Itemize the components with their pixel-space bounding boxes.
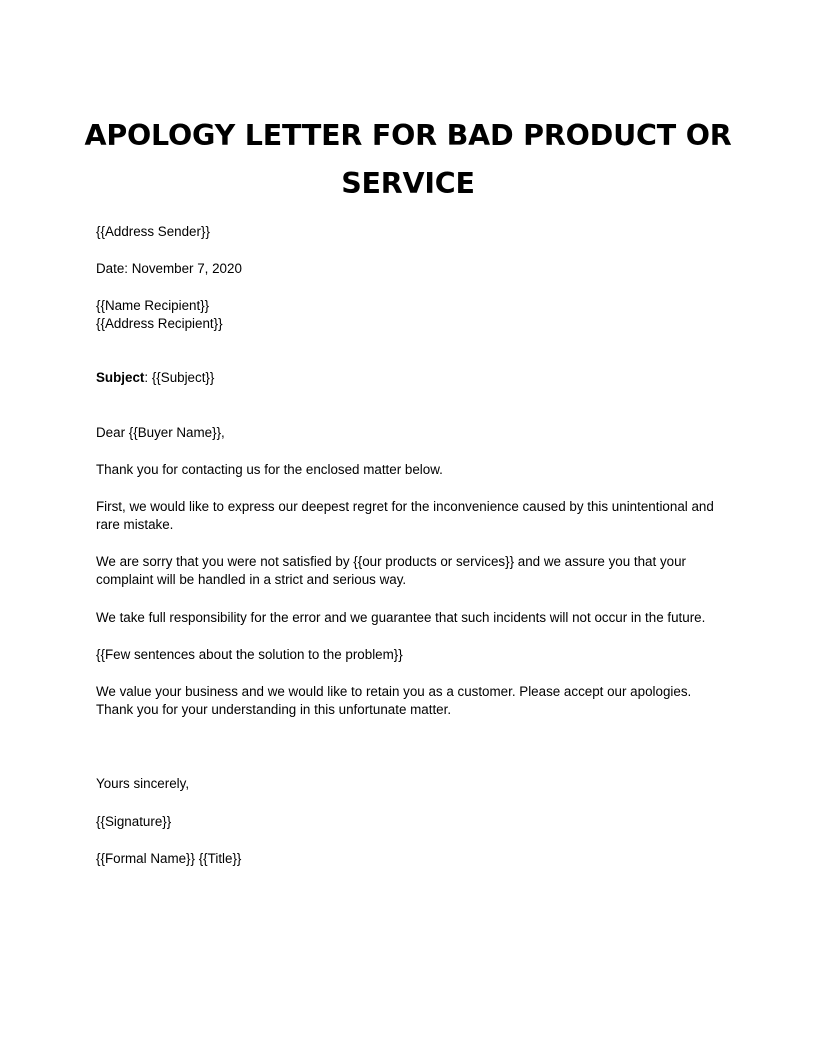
paragraph-3-line-2: complaint will be handled in a strict and serious way. <box>96 572 407 587</box>
letter-date: Date: November 7, 2020 <box>96 261 242 276</box>
paragraph-6-line-1: We value your business and we would like to retain you as a customer. Please accept our apologies. <box>96 684 692 699</box>
page-title: APOLOGY LETTER FOR BAD PRODUCT OR SERVICE <box>84 119 732 200</box>
paragraph-4: We take full responsibility for the error and we guarantee that such incidents will not occur in the future. <box>96 610 706 625</box>
formal-name-title: {{Formal Name}} {{Title}} <box>96 851 242 866</box>
paragraph-5: {{Few sentences about the solution to the problem}} <box>96 647 403 662</box>
signature: {{Signature}} <box>96 814 172 829</box>
paragraph-2-line-1: First, we would like to express our deepest regret for the inconvenience caused by this unintentional and <box>96 499 714 514</box>
sender-address: {{Address Sender}} <box>96 224 210 239</box>
recipient-address: {{Address Recipient}} <box>96 316 223 331</box>
subject-value: : {{Subject}} <box>144 370 215 385</box>
paragraph-1: Thank you for contacting us for the enclosed matter below. <box>96 462 443 477</box>
paragraph-3-line-1: We are sorry that you were not satisfied by {{our products or services}} and we assure you that your <box>96 554 686 569</box>
subject-line <box>96 369 736 388</box>
subject-label: Subject <box>96 370 145 385</box>
recipient-name: {{Name Recipient}} <box>96 298 210 313</box>
closing: Yours sincerely, <box>96 776 190 791</box>
paragraph-2-line-2: rare mistake. <box>96 517 174 532</box>
salutation: Dear {{Buyer Name}}, <box>96 425 225 440</box>
paragraph-6-line-2: Thank you for your understanding in this unfortunate matter. <box>96 702 452 717</box>
